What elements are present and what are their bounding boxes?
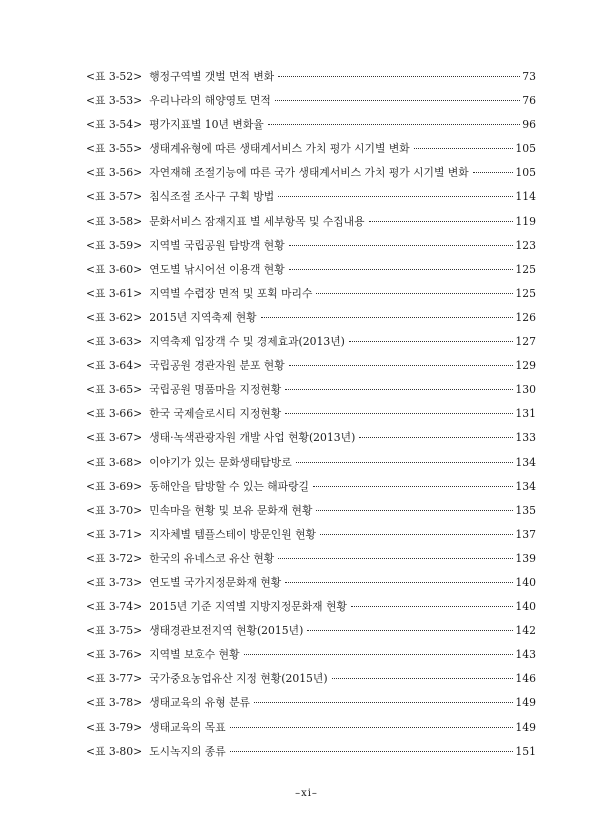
toc-leader-dots	[307, 629, 513, 631]
toc-entry[interactable]	[86, 547, 536, 571]
toc-entry-title: 민속마을 현황 및 보유 문화재 현황	[149, 503, 313, 517]
toc-leader-dots	[275, 99, 520, 101]
toc-entry[interactable]	[86, 475, 536, 499]
toc-leader-dots	[244, 653, 514, 655]
toc-entry-title: 국립공원 경관자원 분포 현황	[149, 359, 285, 373]
toc-entry-page: 143	[515, 648, 536, 662]
toc-entry-title: 지역별 수렵장 면적 및 포획 마리수	[149, 286, 313, 300]
toc-entry-title: 행정구역별 갯벌 면적 변화	[149, 70, 275, 83]
toc-leader-dots	[359, 436, 513, 438]
toc-entry-label: <표 3-69>	[86, 479, 143, 493]
toc-leader-dots	[268, 123, 521, 125]
toc-entry-title: 지역별 국립공원 탐방객 현황	[149, 238, 285, 252]
toc-entry-page: 149	[515, 720, 536, 734]
toc-entry-page: 140	[515, 600, 536, 614]
toc-leader-dots	[285, 581, 513, 583]
toc-entry[interactable]	[86, 619, 536, 643]
toc-entry-page: 151	[515, 744, 536, 758]
toc-entry-page: 146	[515, 672, 536, 686]
toc-entry-page: 114	[515, 190, 536, 204]
toc-entry[interactable]	[86, 499, 536, 523]
toc-entry-title: 2015년 지역축제 현황	[149, 310, 257, 324]
toc-entry[interactable]	[86, 523, 536, 547]
toc-leader-dots	[254, 701, 513, 703]
toc-entry-label: <표 3-54>	[86, 118, 143, 132]
toc-entry[interactable]	[86, 306, 536, 330]
toc-leader-dots	[351, 605, 514, 607]
toc-entry[interactable]	[86, 137, 536, 161]
toc-entry-label: <표 3-61>	[86, 286, 143, 300]
toc-entry-page: 105	[515, 142, 536, 156]
toc-entry-label: <표 3-53>	[86, 94, 143, 108]
toc-entry[interactable]	[86, 354, 536, 378]
toc-leader-dots	[473, 171, 514, 173]
toc-entry[interactable]	[86, 330, 536, 354]
toc-leader-dots	[278, 557, 513, 559]
toc-entry-page: 126	[515, 310, 536, 324]
toc-entry-page: 96	[522, 118, 536, 132]
toc-entry-label: <표 3-55>	[86, 142, 143, 156]
toc-entry[interactable]	[86, 643, 536, 667]
toc-leader-dots	[289, 244, 514, 246]
toc-leader-dots	[313, 485, 513, 487]
toc-entry-page: 134	[515, 479, 536, 493]
toc-entry-page: 131	[515, 407, 536, 421]
toc-entry-title: 지역별 보호수 현황	[149, 648, 240, 662]
toc-entry-title: 자연재해 조절기능에 따른 국가 생태계서비스 가치 평가 시기별 변화	[149, 166, 469, 180]
toc-entry-label: <표 3-58>	[86, 214, 143, 228]
toc-entry[interactable]	[86, 185, 536, 209]
toc-entry-title: 이야기가 있는 문화생태탐방로	[149, 455, 292, 469]
toc-entry-label: <표 3-60>	[86, 262, 143, 276]
toc-leader-dots	[230, 750, 514, 752]
toc-entry-label: <표 3-62>	[86, 310, 143, 324]
toc-entry-label: <표 3-79>	[86, 720, 143, 734]
toc-entry-label: <표 3-71>	[86, 527, 143, 541]
toc-entry-title: 생태교육의 유형 분류	[149, 696, 250, 710]
toc-entry-page: 137	[515, 527, 536, 541]
toc-entry-label: <표 3-73>	[86, 575, 143, 589]
toc-entry-page: 127	[515, 335, 536, 349]
toc-entry-title: 우리나라의 해양영토 면적	[149, 94, 271, 108]
toc-entry[interactable]	[86, 161, 536, 185]
toc-entry-label: <표 3-67>	[86, 431, 143, 445]
toc-leader-dots	[230, 726, 514, 728]
toc-entry[interactable]	[86, 595, 536, 619]
toc-entry-page: 125	[515, 286, 536, 300]
toc-entry-page: 123	[515, 238, 536, 252]
toc-entry-title: 도시녹지의 종류	[149, 744, 226, 758]
toc-entry[interactable]	[86, 113, 536, 137]
toc-entry-label: <표 3-76>	[86, 648, 143, 662]
toc-entry-page: 140	[515, 575, 536, 589]
toc-entry-title: 한국의 유네스코 유산 현황	[149, 551, 275, 565]
toc-entry-label: <표 3-52>	[86, 70, 143, 83]
toc-entry-title: 생태경관보전지역 현황(2015년)	[149, 624, 304, 638]
toc-entry-title: 문화서비스 잠재지표 별 세부항목 및 수집내용	[149, 214, 365, 228]
toc-leader-dots	[289, 268, 514, 270]
toc-leader-dots	[320, 533, 513, 535]
toc-leader-dots	[278, 195, 513, 197]
toc-entry-title: 생태교육의 목표	[149, 720, 226, 734]
toc-entry-page: 149	[515, 696, 536, 710]
toc-entry-label: <표 3-56>	[86, 166, 143, 180]
toc-entry[interactable]	[86, 691, 536, 715]
toc-entry-page: 76	[522, 94, 536, 108]
toc-entry-label: <표 3-74>	[86, 600, 143, 614]
toc-entry[interactable]	[86, 740, 536, 764]
toc-entry-title: 동해안을 탐방할 수 있는 해파랑길	[149, 479, 309, 493]
toc-entry-label: <표 3-75>	[86, 624, 143, 638]
toc-entry-label: <표 3-72>	[86, 551, 143, 565]
toc-entry-title: 지자체별 템플스테이 방문인원 현황	[149, 527, 316, 541]
toc-entry-page: 135	[515, 503, 536, 517]
toc-entry-title: 국립공원 명품마을 지정현황	[149, 383, 282, 397]
toc-leader-dots	[285, 412, 513, 414]
toc-entry[interactable]	[86, 716, 536, 740]
toc-entry[interactable]	[86, 667, 536, 691]
toc-leader-dots	[278, 75, 520, 77]
toc-entry-page: 125	[515, 262, 536, 276]
toc-entry-page: 73	[522, 70, 536, 83]
toc-entry[interactable]	[86, 258, 536, 282]
toc-entry-page: 119	[515, 214, 536, 228]
toc-entry-label: <표 3-77>	[86, 672, 143, 686]
page-number: –xi–	[295, 788, 318, 799]
toc-leader-dots	[261, 316, 514, 318]
toc-entry-label: <표 3-63>	[86, 335, 143, 349]
toc-entry[interactable]	[86, 282, 536, 306]
toc-entry[interactable]	[86, 451, 536, 475]
toc-leader-dots	[414, 147, 514, 149]
toc-leader-dots	[316, 292, 513, 294]
toc-entry-label: <표 3-57>	[86, 190, 143, 204]
toc-entry[interactable]	[86, 378, 536, 402]
toc-entry[interactable]	[86, 234, 536, 258]
toc-entry-title: 지역축제 입장객 수 및 경제효과(2013년)	[149, 335, 345, 349]
toc-entry-label: <표 3-64>	[86, 359, 143, 373]
toc-entry[interactable]	[86, 210, 536, 234]
toc-entry-label: <표 3-59>	[86, 238, 143, 252]
toc-entry-label: <표 3-65>	[86, 383, 143, 397]
toc-entry-title: 생태계유형에 따른 생태계서비스 가치 평가 시기별 변화	[149, 142, 410, 156]
toc-entry-page: 133	[515, 431, 536, 445]
toc-entry-label: <표 3-66>	[86, 407, 143, 421]
toc-entry-page: 105	[515, 166, 536, 180]
table-of-contents	[86, 65, 536, 764]
toc-entry-title: 연도별 낚시어선 이용객 현황	[149, 262, 285, 276]
toc-entry[interactable]	[86, 89, 536, 113]
toc-leader-dots	[289, 364, 514, 366]
toc-entry-label: <표 3-70>	[86, 503, 143, 517]
toc-leader-dots	[316, 509, 513, 511]
toc-entry[interactable]	[86, 426, 536, 450]
toc-leader-dots	[296, 461, 514, 463]
toc-entry-label: <표 3-80>	[86, 744, 143, 758]
toc-entry-title: 연도별 국가지정문화재 현황	[149, 575, 282, 589]
toc-entry-title: 한국 국제슬로시티 지정현황	[149, 407, 282, 421]
toc-entry-label: <표 3-68>	[86, 455, 143, 469]
toc-entry-title: 생태·녹색관광자원 개발 사업 현황(2013년)	[149, 431, 356, 445]
toc-entry[interactable]	[86, 402, 536, 426]
toc-entry-title: 2015년 기준 지역별 지방지정문화재 현황	[149, 600, 347, 614]
toc-leader-dots	[369, 220, 514, 222]
toc-leader-dots	[285, 388, 513, 390]
toc-entry-page: 142	[515, 624, 536, 638]
toc-entry-title: 침식조절 조사구 구획 방법	[149, 190, 275, 204]
toc-entry[interactable]	[86, 571, 536, 595]
toc-entry-page: 134	[515, 455, 536, 469]
toc-entry-page: 129	[515, 359, 536, 373]
toc-entry-page: 139	[515, 551, 536, 565]
toc-entry-page: 130	[515, 383, 536, 397]
toc-entry-title: 국가중요농업유산 지정 현황(2015년)	[149, 672, 328, 686]
toc-leader-dots	[332, 677, 514, 679]
toc-leader-dots	[349, 340, 514, 342]
toc-entry-label: <표 3-78>	[86, 696, 143, 710]
toc-entry[interactable]	[86, 65, 536, 89]
toc-entry-title: 평가지표별 10년 변화율	[149, 118, 264, 132]
